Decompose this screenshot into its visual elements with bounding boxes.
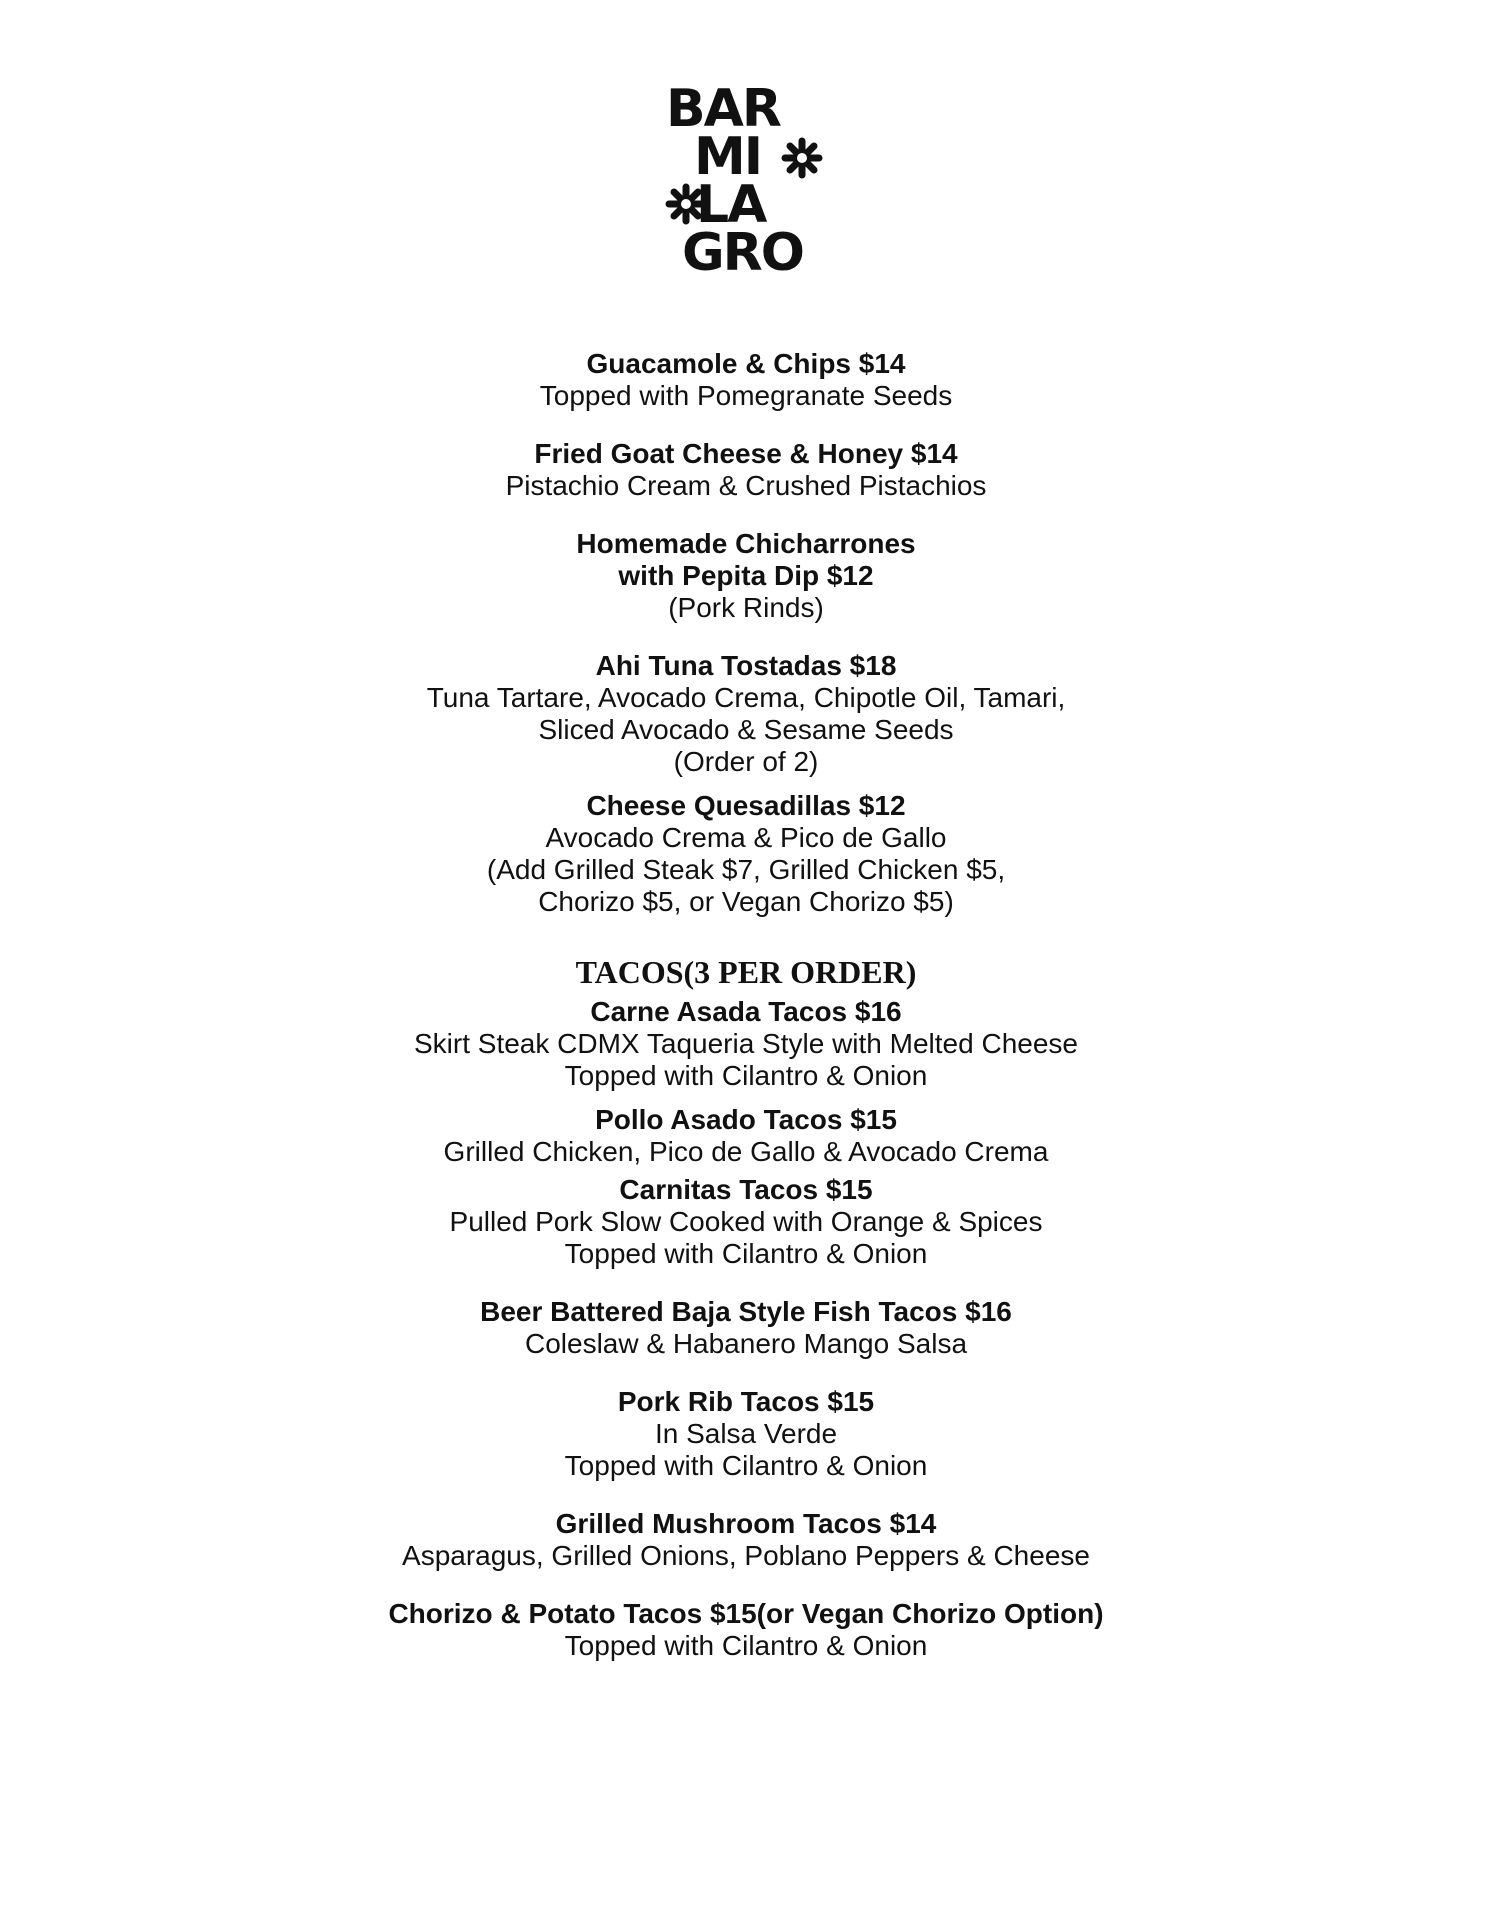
logo-line-mi: MI bbox=[694, 127, 762, 187]
logo-line-bar: BAR bbox=[666, 79, 780, 139]
item-name: Fried Goat Cheese & Honey $14 bbox=[534, 438, 958, 469]
item-description: Skirt Steak CDMX Taqueria Style with Melted Cheese bbox=[414, 1028, 1078, 1059]
item-name: Pork Rib Tacos $15 bbox=[617, 1386, 875, 1417]
item-name: Grilled Mushroom Tacos $14 bbox=[555, 1508, 937, 1539]
item-name: with Pepita Dip $12 bbox=[618, 560, 874, 591]
item-description: Asparagus, Grilled Onions, Poblano Peppers & Cheese bbox=[402, 1540, 1090, 1571]
item-name: Chorizo & Potato Tacos $15(or Vegan Chorizo Option) bbox=[388, 1598, 1104, 1629]
item-description: Coleslaw & Habanero Mango Salsa bbox=[524, 1328, 968, 1359]
item-description: Topped with Cilantro & Onion bbox=[564, 1630, 928, 1661]
menu-item bbox=[0, 1174, 1492, 1270]
flower-icon bbox=[669, 187, 703, 221]
item-description: Topped with Pomegranate Seeds bbox=[539, 380, 953, 411]
menu-item bbox=[0, 1296, 1492, 1360]
item-name: Beer Battered Baja Style Fish Tacos $16 bbox=[480, 1296, 1012, 1327]
item-name: Pollo Asado Tacos $15 bbox=[595, 1104, 897, 1135]
item-name: Carnitas Tacos $15 bbox=[619, 1174, 873, 1205]
item-description: Grilled Chicken, Pico de Gallo & Avocado Crema bbox=[443, 1136, 1049, 1167]
menu-item bbox=[0, 1386, 1492, 1482]
item-name: Cheese Quesadillas $12 bbox=[586, 790, 906, 821]
item-description: Pulled Pork Slow Cooked with Orange & Spices bbox=[449, 1206, 1043, 1237]
menu-item bbox=[0, 1104, 1492, 1168]
logo-line-la: LA bbox=[696, 175, 766, 235]
menu-item bbox=[0, 650, 1492, 778]
menu-item bbox=[0, 996, 1492, 1092]
menu-content bbox=[0, 348, 1492, 1662]
menu-item bbox=[0, 528, 1492, 624]
item-description: Topped with Cilantro & Onion bbox=[564, 1060, 928, 1091]
item-description: Avocado Crema & Pico de Gallo bbox=[545, 822, 947, 853]
menu-item bbox=[0, 438, 1492, 502]
menu-item bbox=[0, 348, 1492, 412]
item-name: Ahi Tuna Tostadas $18 bbox=[595, 650, 897, 681]
item-description: (Add Grilled Steak $7, Grilled Chicken $5, bbox=[486, 854, 1006, 885]
item-description: Chorizo $5, or Vegan Chorizo $5) bbox=[538, 886, 954, 917]
item-description: (Order of 2) bbox=[673, 746, 819, 777]
item-description: Tuna Tartare, Avocado Crema, Chipotle Oil, Tamari, bbox=[426, 682, 1066, 713]
item-description: In Salsa Verde bbox=[654, 1418, 838, 1449]
item-name: Homemade Chicharrones bbox=[576, 528, 916, 559]
item-description: Topped with Cilantro & Onion bbox=[564, 1238, 928, 1269]
menu-item bbox=[0, 1598, 1492, 1662]
item-description: Pistachio Cream & Crushed Pistachios bbox=[505, 470, 987, 501]
flower-icon bbox=[785, 141, 819, 175]
item-name: Carne Asada Tacos $16 bbox=[590, 996, 902, 1027]
menu-item bbox=[0, 790, 1492, 918]
item-description: (Pork Rinds) bbox=[668, 592, 824, 623]
logo-line-gro: GRO bbox=[682, 223, 803, 283]
item-description: Sliced Avocado & Sesame Seeds bbox=[538, 714, 954, 745]
menu-item bbox=[0, 1508, 1492, 1572]
item-name: Guacamole & Chips $14 bbox=[586, 348, 906, 379]
tacos-section-heading: TACOS(3 PER ORDER) bbox=[575, 954, 917, 990]
bar-milagro-logo bbox=[590, 62, 910, 302]
item-description: Topped with Cilantro & Onion bbox=[564, 1450, 928, 1481]
